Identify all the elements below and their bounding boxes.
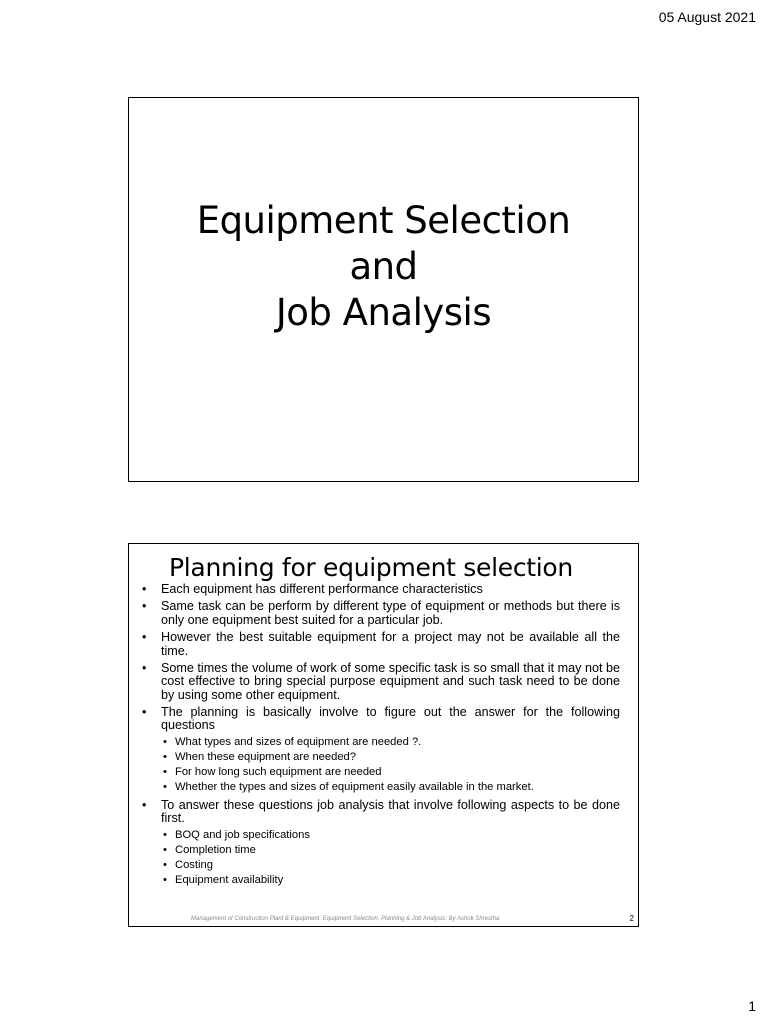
slide-1-title-slide [128, 97, 639, 482]
sub-bullet-list [161, 828, 620, 888]
slide-footer: Management of Construction Plant & Equipment: Equipment Selection, Planning & Job Analysis: By Ashok Shrestha [191, 916, 500, 922]
sub-bullet-item: • Completion time [161, 843, 620, 858]
bullet-item [139, 706, 620, 795]
bullet-text: However the best suitable equipment for a project may not be available all the time. [161, 630, 620, 658]
slide-2-planning [128, 543, 639, 927]
title-line: Job Analysis [275, 291, 492, 334]
sub-bullet-list [161, 735, 620, 795]
slide-2-title: Planning for equipment selection [169, 553, 573, 582]
document-date: 05 August 2021 [658, 9, 756, 25]
bullet-item [139, 631, 620, 658]
sub-bullet-item: • For how long such equipment are needed [161, 765, 620, 780]
bullet-item [139, 600, 620, 627]
page-number: 1 [748, 998, 756, 1014]
title-line: and [349, 245, 418, 288]
bullet-text: Each equipment has different performance characteristics [161, 582, 483, 596]
bullet-list [139, 583, 620, 892]
sub-bullet-item: • Costing [161, 858, 620, 873]
bullet-text: To answer these questions job analysis that involve following aspects to be done first. [161, 797, 620, 826]
bullet-item [139, 799, 620, 888]
bullet-text: The planning is basically involve to figure out the answer for the following questions [161, 705, 620, 733]
bullet-text: Some times the volume of work of some specific task is so small that it may not be cost effective to bring special purpose equipment and such task need to be done by using some other equipment. [161, 661, 620, 702]
sub-bullet-item: • Whether the types and sizes of equipment easily available in the market. [161, 780, 620, 795]
title-line: Equipment Selection [196, 199, 571, 242]
sub-bullet-item: • BOQ and job specifications [161, 828, 620, 843]
bullet-item [139, 662, 620, 702]
slide-1-title [129, 198, 638, 336]
sub-bullet-item: • When these equipment are needed? [161, 750, 620, 765]
sub-bullet-item: • What types and sizes of equipment are needed ?. [161, 735, 620, 750]
bullet-item [139, 583, 620, 596]
sub-bullet-item: • Equipment availability [161, 873, 620, 888]
slide-number: 2 [629, 914, 634, 923]
bullet-text: Same task can be perform by different type of equipment or methods but there is only one equipment best suited for a particular job. [161, 599, 620, 627]
